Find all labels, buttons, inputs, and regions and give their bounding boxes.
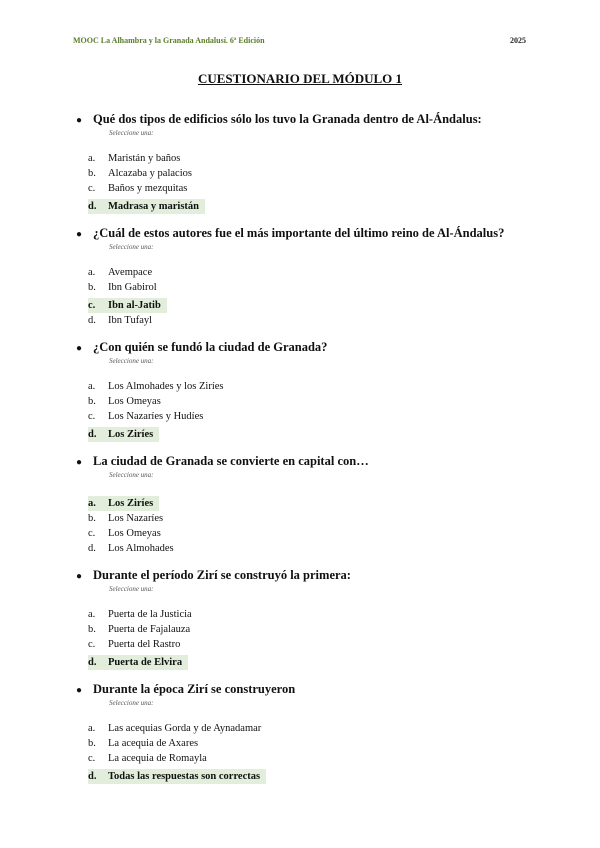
answer-options [88, 721, 540, 784]
question-block [76, 682, 540, 784]
answer-option[interactable] [88, 280, 540, 295]
option-label: Puerta de la Justicia [108, 609, 192, 620]
bullet-icon: ● [76, 457, 83, 468]
answer-option[interactable] [88, 541, 540, 556]
option-label: La acequia de Axares [108, 738, 199, 749]
question-text: ¿Cuál de estos autores fue el más importante del último reino de Al-Ándalus? [93, 226, 505, 240]
option-letter: d. [88, 429, 97, 440]
answer-option-correct[interactable] [88, 199, 205, 214]
option-label: Todas las respuestas son correctas [108, 771, 261, 782]
question-hint: Seleccione una: [109, 699, 154, 707]
answer-options [88, 379, 540, 442]
question-hint: Seleccione una: [109, 243, 154, 251]
question-text: ¿Con quién se fundó la ciudad de Granada? [93, 340, 328, 354]
answer-option[interactable] [88, 379, 540, 394]
question-line [76, 454, 540, 469]
option-label: Los Ziríes [108, 429, 154, 440]
option-label: Avempace [108, 267, 153, 278]
option-label: Las acequias Gorda y de Aynadamar [108, 723, 262, 734]
answer-option-correct[interactable] [88, 298, 167, 313]
option-letter: b. [88, 282, 96, 293]
question-text: Qué dos tipos de edificios sólo los tuvo la Granada dentro de Al-Ándalus: [93, 112, 482, 126]
option-label: Ibn Tufayl [108, 315, 153, 326]
option-letter: a. [88, 609, 96, 620]
answer-option-correct[interactable] [88, 496, 159, 511]
answer-option[interactable] [88, 721, 540, 736]
question-block [76, 226, 540, 328]
answer-option[interactable] [88, 751, 540, 766]
question-list [76, 112, 540, 796]
option-letter: a. [88, 381, 96, 392]
answer-option[interactable] [88, 166, 540, 181]
option-label: La acequia de Romayla [108, 753, 207, 764]
bullet-icon: ● [76, 571, 83, 582]
option-label: Los Ziríes [108, 498, 154, 509]
answer-option[interactable] [88, 622, 540, 637]
option-label: Los Almohades y los Ziríes [108, 381, 224, 392]
question-block [76, 340, 540, 442]
bullet-icon: ● [76, 685, 83, 696]
page-header [73, 36, 526, 45]
answer-option-correct[interactable] [88, 427, 159, 442]
answer-option-correct[interactable] [88, 769, 266, 784]
question-text: Durante el período Zirí se construyó la primera: [93, 568, 351, 582]
question-text: Durante la época Zirí se construyeron [93, 682, 296, 696]
option-label: Los Omeyas [108, 528, 161, 539]
answer-option[interactable] [88, 265, 540, 280]
question-line [76, 568, 540, 583]
answer-option[interactable] [88, 181, 540, 196]
option-label: Ibn Gabirol [108, 282, 157, 293]
option-letter: c. [88, 639, 96, 650]
option-letter: d. [88, 315, 96, 326]
option-letter: b. [88, 513, 96, 524]
question-hint: Seleccione una: [109, 471, 154, 479]
question-line [76, 112, 540, 127]
question-line [76, 226, 540, 241]
answer-options [88, 265, 540, 328]
bullet-icon: ● [76, 115, 83, 126]
option-label: Puerta del Rastro [108, 639, 181, 650]
option-letter: b. [88, 396, 96, 407]
option-label: Baños y mezquitas [108, 183, 188, 194]
option-letter: b. [88, 738, 96, 749]
answer-option[interactable] [88, 736, 540, 751]
question-block [76, 454, 540, 556]
option-letter: c. [88, 300, 96, 311]
answer-options [88, 607, 540, 670]
answer-option-correct[interactable] [88, 655, 188, 670]
option-label: Madrasa y maristán [108, 201, 199, 212]
option-letter: b. [88, 168, 96, 179]
option-letter: c. [88, 528, 96, 539]
option-letter: c. [88, 183, 96, 194]
bullet-icon: ● [76, 343, 83, 354]
answer-options [88, 151, 540, 214]
option-letter: d. [88, 543, 96, 554]
option-label: Los Nazaríes y Hudíes [108, 411, 204, 422]
option-label: Ibn al-Jatib [108, 300, 161, 311]
answer-option[interactable] [88, 313, 540, 328]
answer-option[interactable] [88, 637, 540, 652]
option-label: Los Omeyas [108, 396, 161, 407]
question-hint: Seleccione una: [109, 129, 154, 137]
option-letter: b. [88, 624, 96, 635]
option-label: Los Almohades [108, 543, 174, 554]
option-letter: c. [88, 753, 96, 764]
option-label: Puerta de Fajalauza [108, 624, 191, 635]
answer-option[interactable] [88, 511, 540, 526]
answer-option[interactable] [88, 151, 540, 166]
option-label: Puerta de Elvira [108, 657, 183, 668]
page-title: CUESTIONARIO DEL MÓDULO 1 [197, 71, 403, 86]
answer-option[interactable] [88, 526, 540, 541]
header-year: 2025 [510, 36, 526, 45]
question-hint: Seleccione una: [109, 357, 154, 365]
question-block [76, 568, 540, 670]
option-letter: a. [88, 723, 96, 734]
option-letter: d. [88, 771, 97, 782]
bullet-icon: ● [76, 229, 83, 240]
answer-option[interactable] [88, 394, 540, 409]
option-label: Alcazaba y palacios [108, 168, 192, 179]
answer-option[interactable] [88, 607, 540, 622]
option-label: Maristán y baños [108, 153, 181, 164]
question-block [76, 112, 540, 214]
option-label: Los Nazaríes [108, 513, 164, 524]
option-letter: d. [88, 201, 97, 212]
option-letter: d. [88, 657, 97, 668]
question-line [76, 682, 540, 697]
option-letter: a. [88, 153, 96, 164]
question-line [76, 340, 540, 355]
question-text: La ciudad de Granada se convierte en capital con… [93, 454, 369, 468]
question-hint: Seleccione una: [109, 585, 154, 593]
answer-option[interactable] [88, 409, 540, 424]
option-letter: a. [88, 498, 96, 509]
option-letter: c. [88, 411, 96, 422]
answer-options [88, 493, 540, 556]
course-name: MOOC La Alhambra y la Granada Andalusí. 6ª Edición [73, 36, 265, 45]
option-letter: a. [88, 267, 96, 278]
